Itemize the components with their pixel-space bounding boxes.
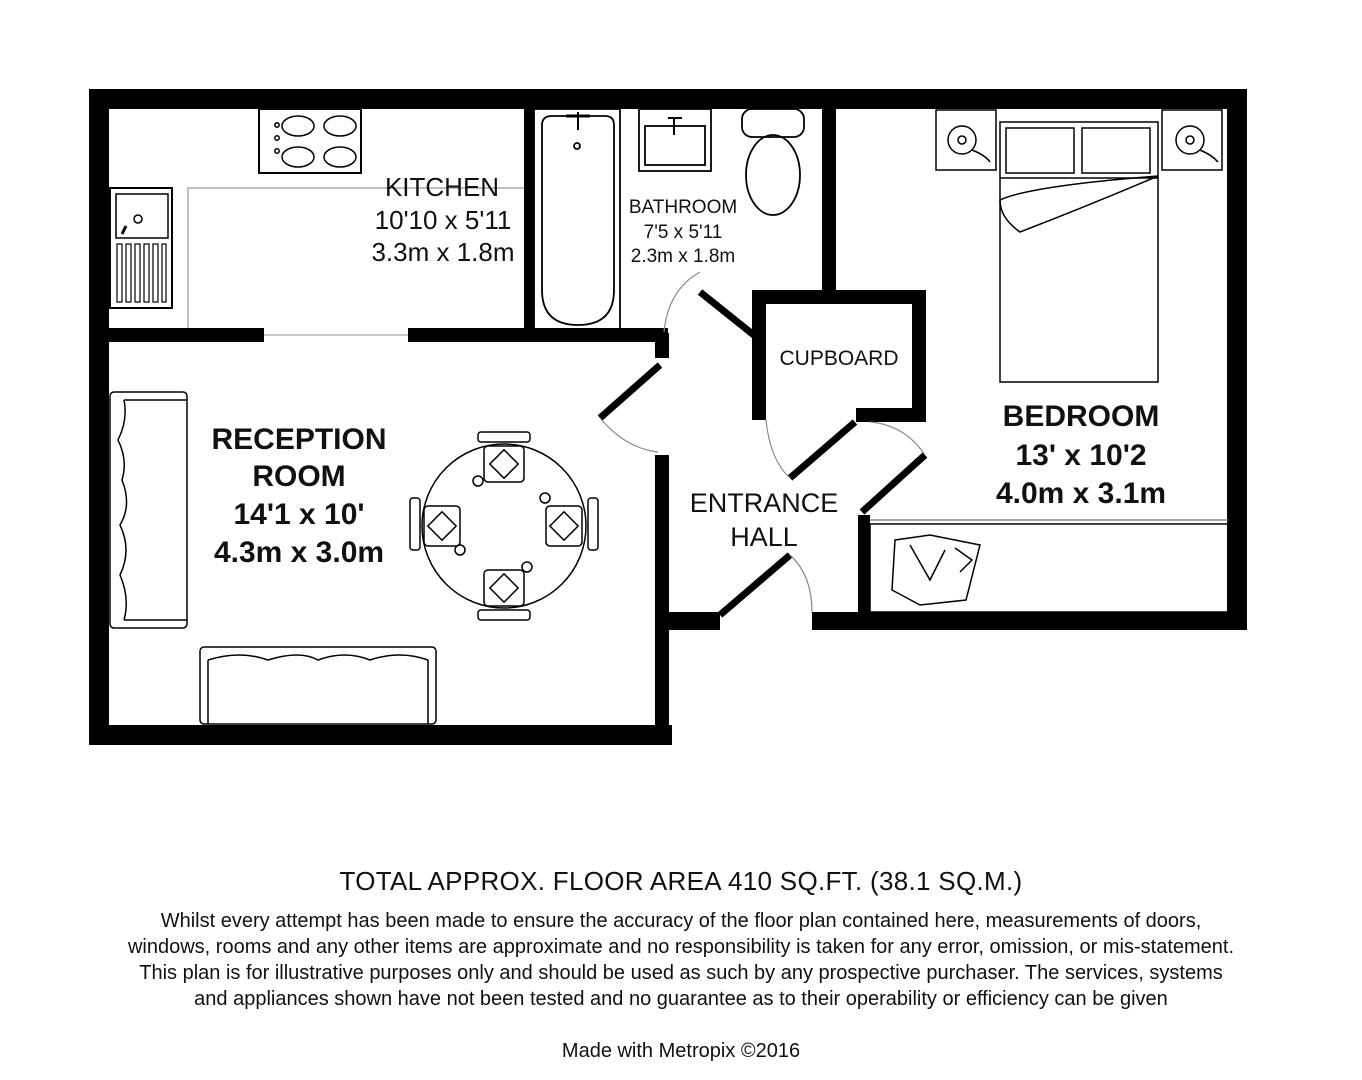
- wall-kitchen-bottom-right: [408, 328, 668, 342]
- sofa-bottom: [200, 647, 436, 724]
- wall-cupboard-right: [912, 290, 926, 422]
- wall-top: [89, 89, 1247, 109]
- wall-cupboard-left: [752, 290, 766, 420]
- total-floor-area: TOTAL APPROX. FLOOR AREA 410 SQ.FT. (38.1 SQ.M.): [339, 866, 1023, 896]
- bedside-table-right: [1162, 110, 1222, 170]
- door-bedroom: [862, 455, 925, 512]
- wall-reception-right-lower: [655, 455, 669, 745]
- bathroom-name: BATHROOM: [628, 197, 738, 218]
- kitchen-imperial: 10'10 x 5'11: [374, 205, 512, 235]
- wall-hall-bottom-left: [655, 612, 720, 630]
- bathroom-metric: 2.3m x 1.8m: [630, 246, 736, 267]
- toilet-bowl: [746, 135, 800, 215]
- bathroom-imperial: 7'5 x 5'11: [643, 222, 723, 243]
- bedroom-name: BEDROOM: [1002, 400, 1160, 433]
- kitchen-metric: 3.3m x 1.8m: [371, 237, 515, 267]
- dining-table: [422, 444, 586, 608]
- sofa-left: [110, 392, 187, 628]
- door-entrance-swing: [790, 555, 812, 612]
- bath: [534, 109, 620, 329]
- clothes-hanger: [892, 535, 980, 605]
- toilet-cistern: [742, 109, 804, 137]
- cupboard-name: CUPBOARD: [779, 347, 899, 370]
- wall-kitchen-bathroom: [524, 89, 534, 342]
- wall-kitchen-bottom-left: [89, 328, 264, 342]
- door-bathroom-swing: [664, 272, 700, 332]
- double-bed: [1000, 122, 1158, 382]
- bedroom-imperial: 13' x 10'2: [1015, 439, 1147, 472]
- wall-left: [89, 89, 109, 745]
- reception-imperial: 14'1 x 10': [233, 498, 365, 531]
- door-reception: [600, 365, 660, 418]
- wall-bottom-reception: [89, 725, 672, 745]
- hall-name-line1: ENTRANCE: [689, 488, 839, 518]
- door-bathroom: [700, 292, 760, 340]
- wall-hall-bottom-right: [812, 612, 1247, 630]
- dining-chairs: [410, 432, 598, 620]
- door-bedroom-swing: [870, 422, 925, 455]
- reception-metric: 4.3m x 3.0m: [213, 536, 385, 569]
- kitchen-sink: [110, 188, 172, 308]
- hall-name-line2: HALL: [730, 522, 798, 552]
- bedroom-metric: 4.0m x 3.1m: [995, 477, 1167, 510]
- reception-name-line2: ROOM: [252, 460, 346, 493]
- door-reception-swing: [600, 418, 658, 452]
- door-cupboard-swing: [766, 420, 790, 478]
- wall-cupboard-top: [752, 290, 926, 304]
- wall-cupboard-bottom: [856, 408, 926, 422]
- credit-text: Made with Metropix ©2016: [561, 1040, 801, 1062]
- wall-bathroom-right: [822, 89, 836, 295]
- door-entrance: [720, 555, 790, 615]
- wall-right: [1227, 89, 1247, 630]
- door-cupboard: [790, 422, 855, 478]
- kitchen-name: KITCHEN: [384, 172, 500, 202]
- disclaimer-text: Whilst every attempt has been made to ensure the accuracy of the floor plan contained here, measurements of doors, windows, rooms and any other items are approximate and no responsibility is taken for any error, omission, or mis-statement. This plan is for illustrative purposes only and should be used as such by any prospective purchaser. The services, systems and appliances shown have not been tested and no guarantee as to their operability or efficiency can be given: [127, 910, 1235, 1010]
- wall-bedroom-lower: [858, 515, 870, 630]
- reception-name-line1: RECEPTION: [211, 423, 387, 456]
